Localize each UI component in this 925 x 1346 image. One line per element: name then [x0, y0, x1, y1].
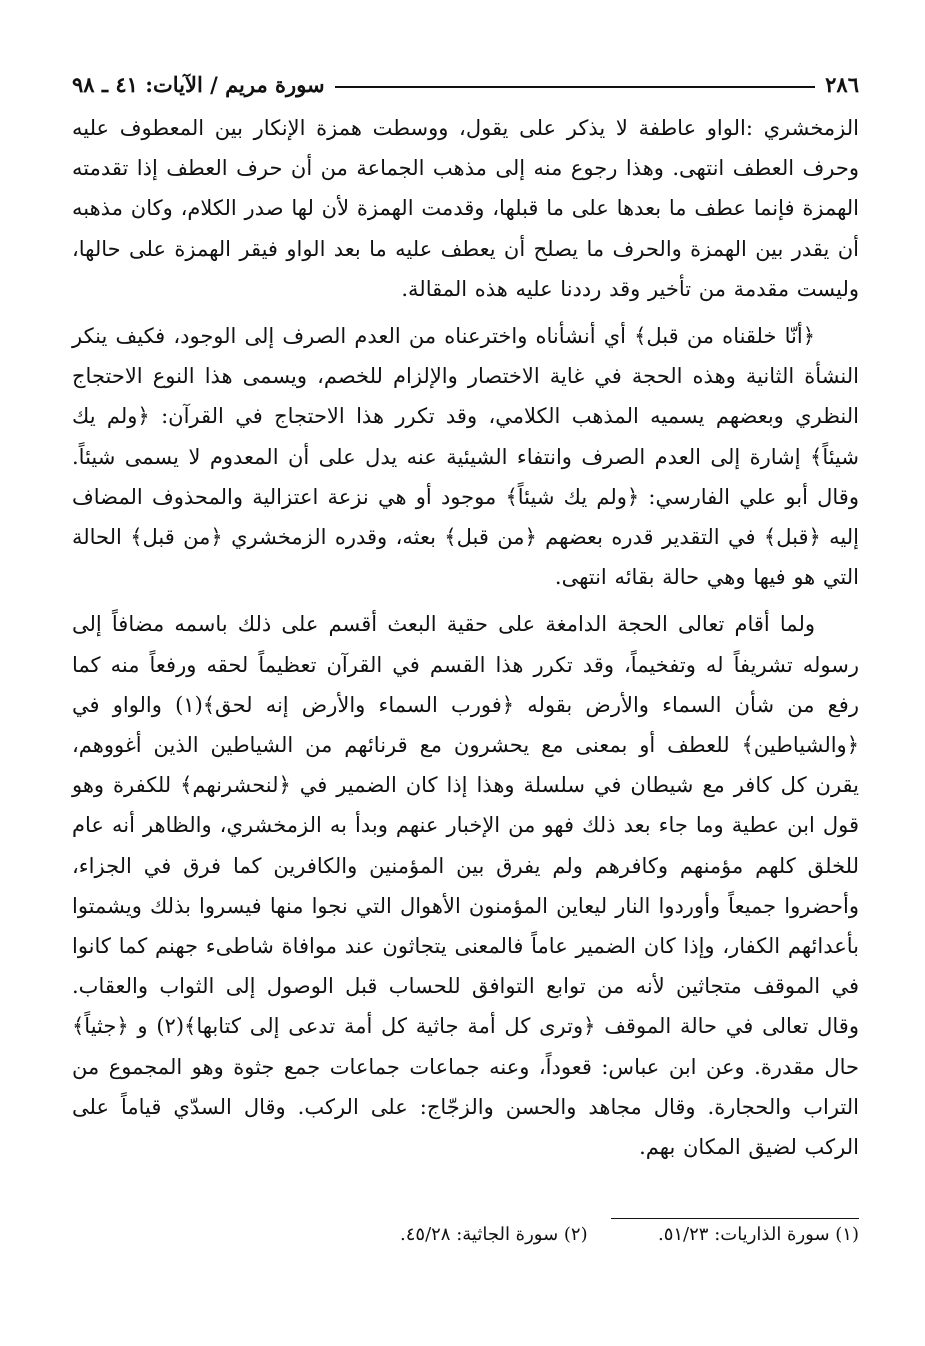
footnotes [400, 1224, 859, 1245]
body-text [72, 108, 859, 1167]
running-title: سورة مريم / الآيات: ٤١ ـ ٩٨ [72, 71, 325, 97]
header-rule [335, 86, 816, 88]
footnote-2: (٢) سورة الجاثية: ٤٥/٢٨. [400, 1224, 588, 1245]
footnote-divider [611, 1218, 859, 1219]
paragraph-1: الزمخشري :الواو عاطفة لا يذكر على يقول، ووسطت همزة الإنكار بين المعطوف عليه وحرف العطف انتهى. وهذا رجوع منه إلى مذهب الجماعة من أن حرف العطف إذا تقدمته الهمزة فإنما عطف ما بعدها على ما قبلها، وقدمت الهمزة لأن لها صدر الكلام، وكان مذهبه أن يقدر بين الهمزة والحرف ما يصلح أن يعطف عليه ما بعد الواو فيقر الهمزة على حالها، وليست مقدمة من تأخير وقد رددنا عليه هذه المقالة. [72, 116, 859, 301]
paragraph-2: ﴿أنّا خلقناه من قبل﴾ أي أنشأناه واخترعناه من العدم الصرف إلى الوجود، فكيف ينكر النشأة الثانية وهذه الحجة في غاية الاختصار والإلزام للخصم، ويسمى هذا النوع الاحتجاج النظري وبعضهم يسميه المذهب الكلامي، وقد تكرر هذا الاحتجاج في القرآن: ﴿ولم يك شيئاً﴾ إشارة إلى العدم الصرف وانتفاء الشيئية عنه يدل على أن المعدوم لا يسمى شيئاً. وقال أبو علي الفارسي: ﴿ولم يك شيئاً﴾ موجود أو هي نزعة اعتزالية والمحذوف المضاف إليه ﴿قبل﴾ في التقدير قدره بعضهم ﴿من قبل﴾ بعثه، وقدره الزمخشري ﴿من قبل﴾ الحالة التي هو فيها وهي حالة بقائه انتهى. [72, 324, 859, 590]
paragraph-3: ولما أقام تعالى الحجة الدامغة على حقية البعث أقسم على ذلك باسمه مضافاً إلى رسوله تشريفاً له وتفخيماً، وقد تكرر هذا القسم في القرآن تعظيماً لحقه ورفعاً منه كما رفع من شأن السماء والأرض بقوله ﴿فورب السماء والأرض إنه لحق﴾(١) والواو في ﴿والشياطين﴾ للعطف أو بمعنى مع يحشرون مع قرنائهم من الشياطين الذين أغووهم، يقرن كل كافر مع شيطان في سلسلة وهذا إذا كان الضمير في ﴿لنحشرنهم﴾ للكفرة وهو قول ابن عطية وما جاء بعد ذلك فهو من الإخبار عنهم وبدأ به الزمخشري، والظاهر أنه عام للخلق كلهم مؤمنهم وكافرهم ولم يفرق بين المؤمنين والكافرين كما فرق في الجزاء، وأحضروا جميعاً وأوردوا النار ليعاين المؤمنون الأهوال التي نجوا منها فيسروا بذلك ويشمتوا بأعدائهم الكفار، وإذا كان الضمير عاماً فالمعنى يتجاثون عند موافاة شاطىء جهنم كما كانوا في الموقف متجاثين لأنه من توابع التوافق للحساب قبل الوصول إلى الثواب والعقاب. وقال تعالى في حالة الموقف ﴿وترى كل أمة جاثية كل أمة تدعى إلى كتابها﴾(٢) و ﴿جثياً﴾ حال مقدرة. وعن ابن عباس: قعوداً، وعنه جماعات جماعات جمع جثوة وهو المجموع من التراب والحجارة. وقال مجاهد والحسن والزجّاج: على الركب. وقال السدّي قياماً على الركب لضيق المكان بهم. [72, 612, 859, 1160]
footnote-1: (١) سورة الذاريات: ٥١/٢٣. [657, 1224, 859, 1245]
page-header [72, 64, 859, 104]
page-number: ٢٨٦ [825, 71, 859, 97]
